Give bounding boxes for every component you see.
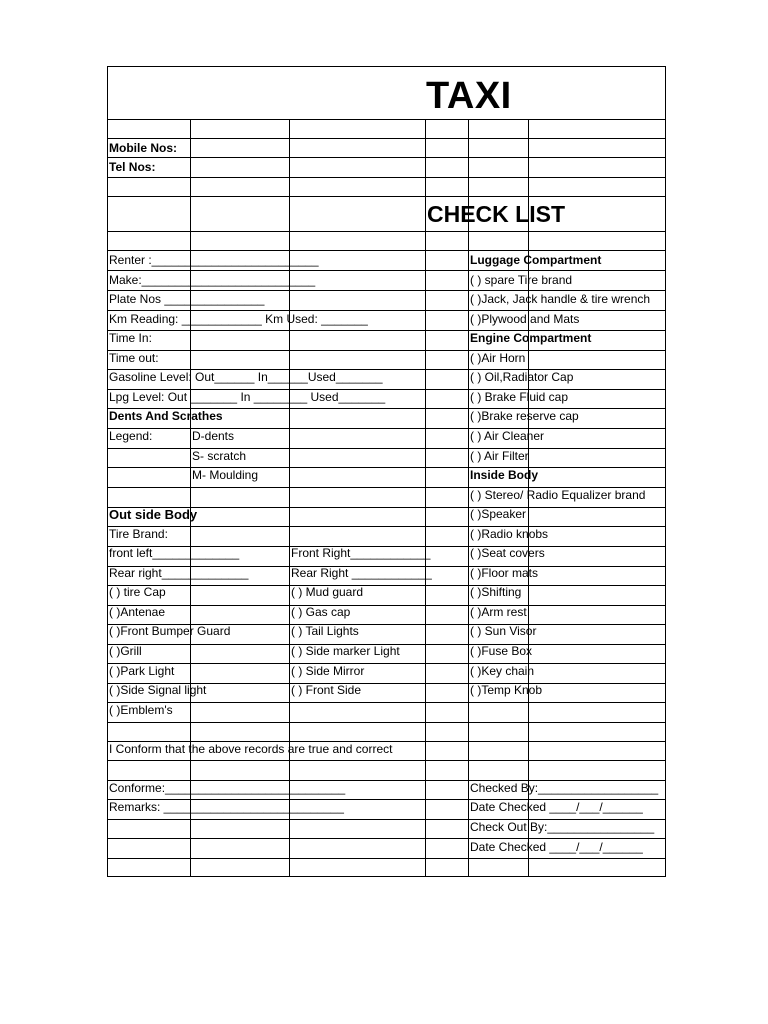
left_rows-cell: ( )Antenae — [109, 605, 166, 619]
right_rows-cell: ( )Plywood and Mats — [470, 312, 580, 326]
checklist-heading: CHECK LIST — [427, 201, 565, 227]
left_rows-cell: ( )Park Light — [109, 664, 175, 678]
right_rows-cell: ( )Floor mats — [470, 566, 539, 580]
legend_rows-cell: D-dents — [192, 429, 235, 443]
mid_rows-cell: ( ) Side marker Light — [291, 644, 400, 658]
left_rows-cell: ( )Front Bumper Guard — [109, 624, 231, 638]
left_rows-cell: Lpg Level: Out _______ In ________ Used_______ — [109, 390, 386, 404]
right_rows-cell: Date Checked ____/___/______ — [470, 800, 643, 814]
left_rows-cell: Out side Body — [109, 507, 198, 522]
mid_rows-cell: Rear Right ____________ — [291, 566, 432, 580]
left_rows-cell: Legend: — [109, 429, 153, 443]
mobile-nos-label: Mobile Nos: — [109, 141, 177, 155]
mid_rows-cell: Front Right____________ — [291, 546, 431, 560]
right_rows-cell: Luggage Compartment — [470, 253, 602, 267]
grid-vline — [289, 119, 290, 876]
right_rows-cell: ( )Arm rest — [470, 605, 527, 619]
right_rows-cell: ( ) Brake Fluid cap — [470, 390, 569, 404]
right_rows-cell: ( )Fuse Box — [470, 644, 533, 658]
grid-vline — [468, 119, 469, 876]
grid-border-left — [107, 66, 108, 876]
form-title: TAXI — [426, 75, 512, 117]
right_rows-cell: Checked By:__________________ — [470, 781, 659, 795]
mid_rows-cell: ( ) Mud guard — [291, 585, 364, 599]
left_rows-cell: Conforme:___________________________ — [109, 781, 346, 795]
left_rows-cell: ( )Grill — [109, 644, 142, 658]
right_rows-cell: ( )Jack, Jack handle & tire wrench — [470, 292, 651, 306]
mid_rows-cell: ( ) Tail Lights — [291, 624, 359, 638]
mid_rows-cell: ( ) Front Side — [291, 683, 362, 697]
right_rows-cell: Engine Compartment — [470, 331, 592, 345]
right_rows-cell: Inside Body — [470, 468, 539, 482]
left_rows-cell: Dents And Scrathes — [109, 409, 223, 423]
left_rows-cell: Make:__________________________ — [109, 273, 316, 287]
right_rows-cell: ( ) Stereo/ Radio Equalizer brand — [470, 488, 646, 502]
right_rows-cell: ( ) Air Filter — [470, 449, 529, 463]
left_rows-cell: Km Reading: ____________ Km Used: _______ — [109, 312, 368, 326]
left_rows-cell: Tire Brand: — [109, 527, 168, 541]
left_rows-cell: front left_____________ — [109, 546, 240, 560]
grid-border-right — [665, 66, 666, 876]
left_rows-cell: ( )Side Signal light — [109, 683, 207, 697]
left_rows-cell: Rear right_____________ — [109, 566, 249, 580]
grid-vline — [190, 119, 191, 876]
right_rows-cell: ( )Radio knobs — [470, 527, 549, 541]
left_rows-cell: Time out: — [109, 351, 159, 365]
left_rows-cell: I Conform that the above records are true and correct — [109, 742, 393, 756]
tel-nos-label: Tel Nos: — [109, 160, 156, 174]
right_rows-cell: ( )Seat covers — [470, 546, 545, 560]
legend_rows-cell: M- Moulding — [192, 468, 259, 482]
grid-hline — [107, 876, 666, 877]
right_rows-cell: ( ) spare Tire brand — [470, 273, 573, 287]
right_rows-cell: ( ) Oil,Radiator Cap — [470, 370, 574, 384]
grid-vline — [425, 119, 426, 876]
right_rows-cell: ( )Temp Knob — [470, 683, 543, 697]
right_rows-cell: ( ) Sun Visor — [470, 624, 537, 638]
left_rows-cell: Plate Nos _______________ — [109, 292, 265, 306]
right_rows-cell: ( )Brake reserve cap — [470, 409, 579, 423]
right_rows-cell: Date Checked ____/___/______ — [470, 840, 643, 854]
right_rows-cell: ( )Air Horn — [470, 351, 526, 365]
mid_rows-cell: ( ) Gas cap — [291, 605, 351, 619]
legend_rows-cell: S- scratch — [192, 449, 247, 463]
right_rows-cell: ( ) Air Cleaner — [470, 429, 545, 443]
right_rows-cell: Check Out By:________________ — [470, 820, 655, 834]
right_rows-cell: ( )Key chain — [470, 664, 535, 678]
left_rows-cell: ( ) tire Cap — [109, 585, 166, 599]
left_rows-cell: Remarks: ___________________________ — [109, 800, 344, 814]
left_rows-cell: ( )Emblem's — [109, 703, 173, 717]
mid_rows-cell: ( ) Side Mirror — [291, 664, 365, 678]
grid-hline — [107, 66, 666, 67]
left_rows-cell: Gasoline Level: Out______ In______Used_______ — [109, 370, 383, 384]
left_rows-cell: Time In: — [109, 331, 152, 345]
left_rows-cell: Renter :_________________________ — [109, 253, 319, 267]
right_rows-cell: ( )Speaker — [470, 507, 527, 521]
right_rows-cell: ( )Shifting — [470, 585, 522, 599]
